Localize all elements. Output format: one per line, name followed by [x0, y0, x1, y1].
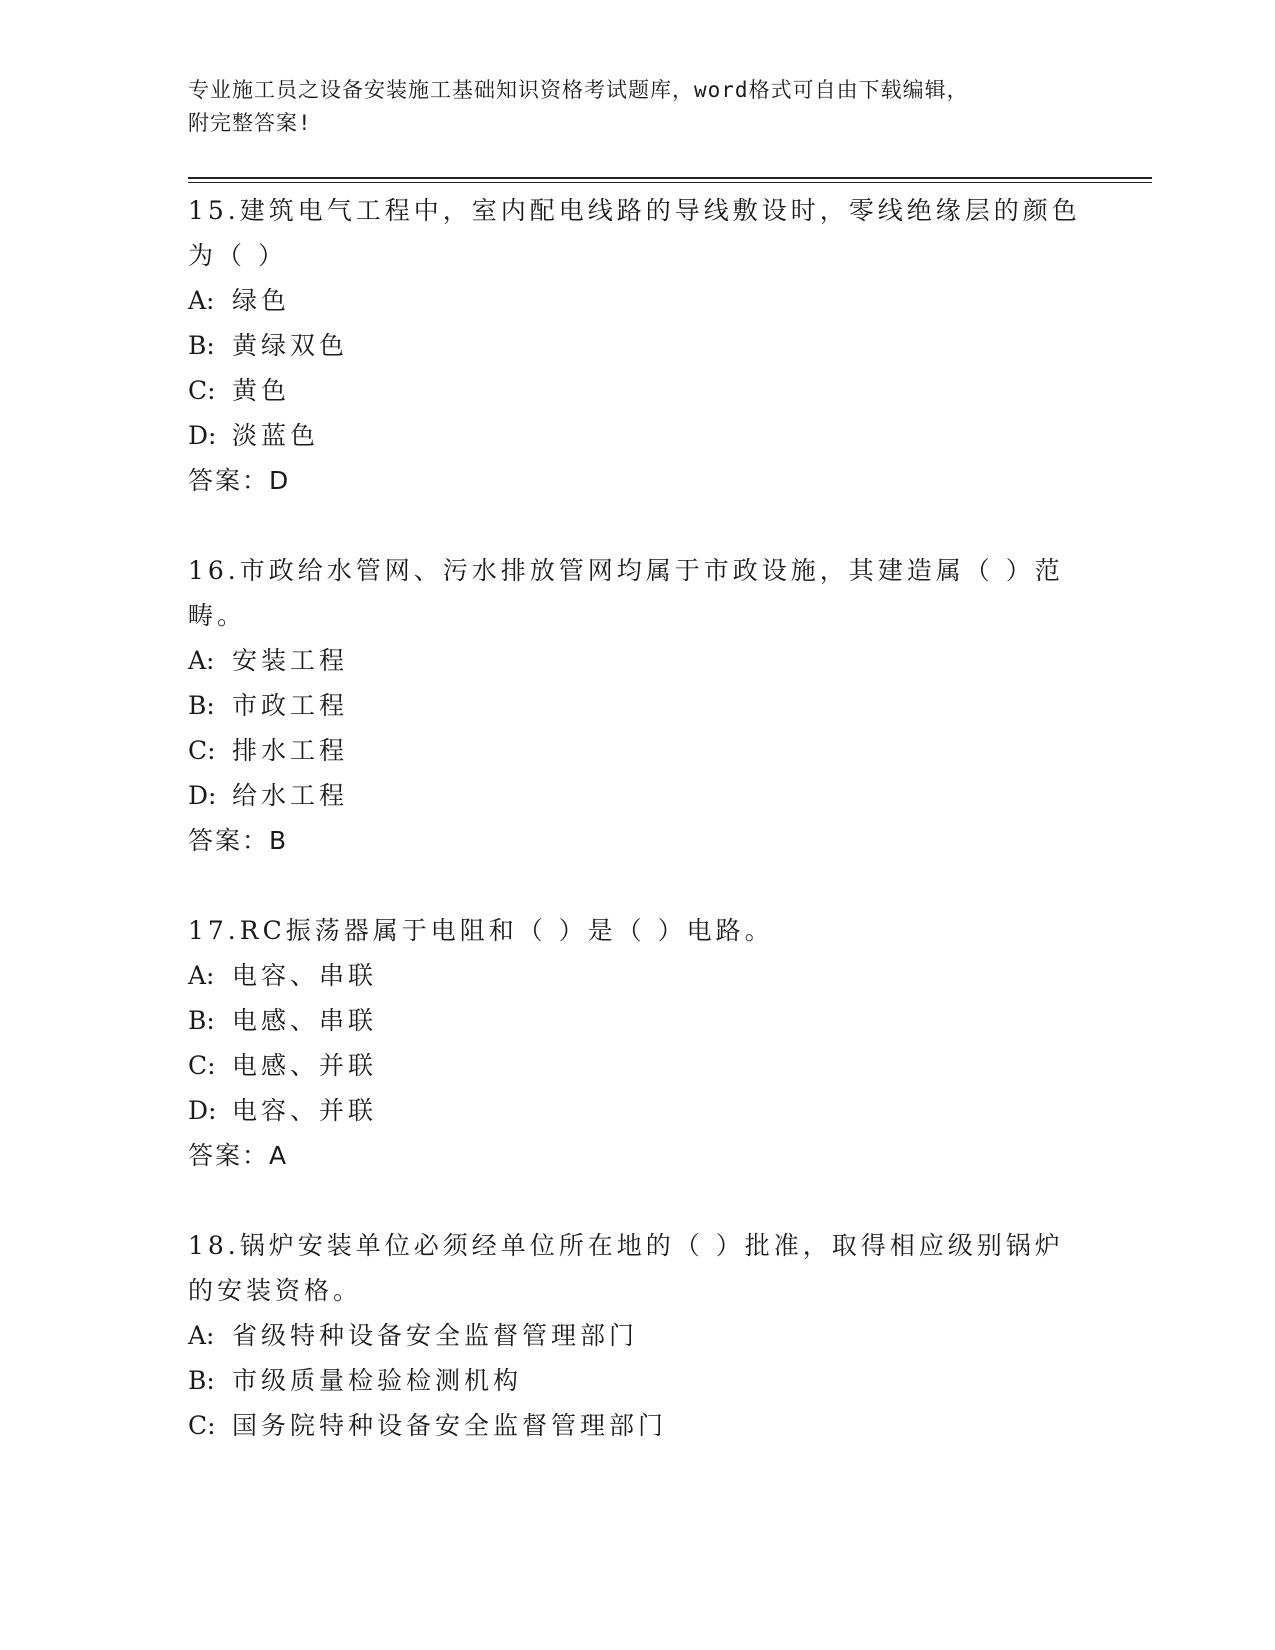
option-key: A:	[188, 286, 215, 315]
option-a	[188, 953, 1088, 998]
option-b	[188, 998, 1088, 1043]
spacer	[188, 503, 1088, 548]
option-text: 黄绿双色	[232, 331, 349, 360]
option-c	[188, 1403, 1088, 1448]
answer: 答案：A	[188, 1141, 289, 1170]
option-text: 市级质量检验检测机构	[232, 1366, 523, 1395]
header-line-2: 附完整答案!	[188, 111, 312, 135]
option-c	[188, 368, 1088, 413]
option-text: 省级特种设备安全监督管理部门	[232, 1321, 639, 1350]
option-key: C:	[188, 736, 216, 765]
header-divider-thin	[188, 182, 1152, 183]
option-a	[188, 1313, 1088, 1358]
question-stem: 16.市政给水管网、污水排放管网均属于市政设施，其建造属（ ）范畴。	[188, 556, 1064, 630]
option-a	[188, 638, 1088, 683]
question-15	[188, 188, 1088, 503]
answer: 答案：B	[188, 826, 289, 855]
question-stem: 18.锅炉安装单位必须经单位所在地的（ ）批准，取得相应级别锅炉的安装资格。	[188, 1231, 1064, 1305]
document-header	[188, 74, 1068, 140]
header-divider-thick	[188, 177, 1152, 179]
option-key: D:	[188, 781, 217, 810]
option-d	[188, 773, 1088, 818]
option-key: B:	[188, 1006, 215, 1035]
question-16	[188, 548, 1088, 863]
option-key: B:	[188, 691, 215, 720]
option-d	[188, 413, 1088, 458]
option-text: 电感、并联	[232, 1051, 378, 1080]
option-text: 电容、并联	[232, 1096, 378, 1125]
spacer	[188, 863, 1088, 908]
option-text: 绿色	[232, 286, 291, 315]
question-stem: 17.RC振荡器属于电阻和（ ）是（ ）电路。	[188, 916, 774, 945]
option-b	[188, 323, 1088, 368]
question-18	[188, 1223, 1088, 1448]
option-d	[188, 1088, 1088, 1133]
option-text: 黄色	[232, 376, 291, 405]
option-key: B:	[188, 331, 215, 360]
option-text: 电容、串联	[232, 961, 378, 990]
option-key: C:	[188, 1051, 216, 1080]
option-key: C:	[188, 376, 216, 405]
option-c	[188, 728, 1088, 773]
option-b	[188, 1358, 1088, 1403]
option-c	[188, 1043, 1088, 1088]
option-text: 国务院特种设备安全监督管理部门	[232, 1411, 668, 1440]
option-key: B:	[188, 1366, 215, 1395]
option-key: A:	[188, 961, 215, 990]
option-key: A:	[188, 1321, 215, 1350]
question-17	[188, 908, 1088, 1178]
option-key: C:	[188, 1411, 216, 1440]
option-text: 电感、串联	[232, 1006, 378, 1035]
option-a	[188, 278, 1088, 323]
option-text: 淡蓝色	[232, 421, 320, 450]
question-stem: 15.建筑电气工程中，室内配电线路的导线敷设时，零线绝缘层的颜色为（ ）	[188, 196, 1081, 270]
option-text: 给水工程	[232, 781, 349, 810]
option-text: 安装工程	[232, 646, 349, 675]
question-list	[188, 188, 1088, 1448]
option-text: 市政工程	[232, 691, 349, 720]
option-b	[188, 683, 1088, 728]
answer: 答案：D	[188, 466, 291, 495]
option-key: A:	[188, 646, 215, 675]
spacer	[188, 1178, 1088, 1223]
option-text: 排水工程	[232, 736, 349, 765]
option-key: D:	[188, 1096, 217, 1125]
header-line-1: 专业施工员之设备安装施工基础知识资格考试题库，word格式可自由下载编辑，	[188, 78, 969, 102]
option-key: D:	[188, 421, 217, 450]
